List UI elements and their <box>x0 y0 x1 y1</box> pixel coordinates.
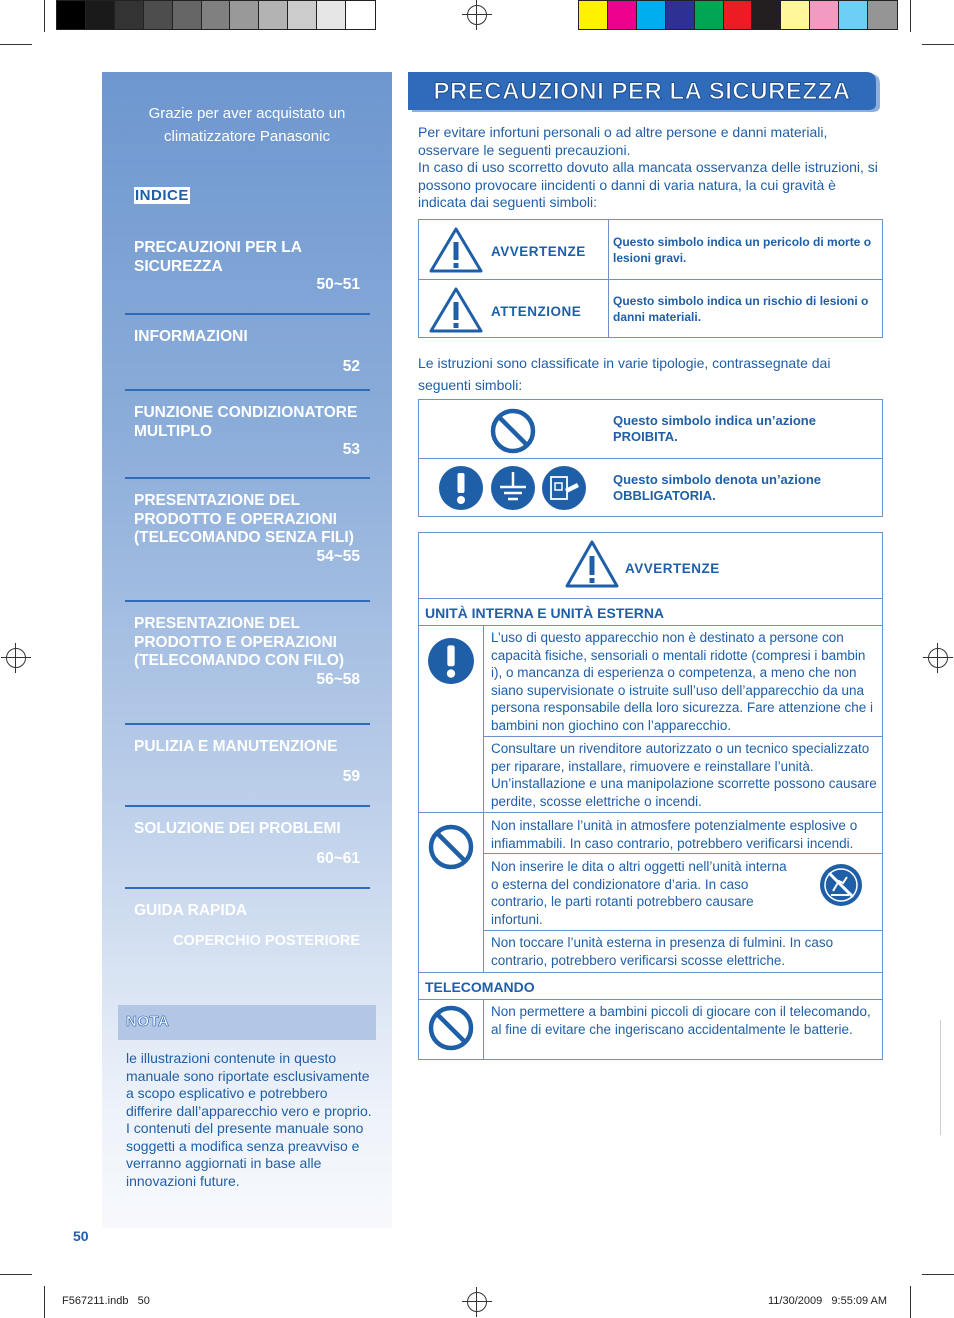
toc-page: 59 <box>342 767 360 785</box>
toc-item[interactable] <box>134 492 360 566</box>
thanks-line: climatizzatore Panasonic <box>164 128 330 145</box>
severity-label: ATTENZIONE <box>491 304 582 319</box>
crop-mark <box>922 44 954 45</box>
row-border <box>483 853 882 854</box>
footer-timestamp: 11/30/2009 9:55:09 AM <box>768 1295 888 1307</box>
toc-item[interactable] <box>134 328 360 376</box>
toc-label: PRESENTAZIONE DEL PRODOTTO E OPERAZIONI (TELECOMANDO SENZA FILI) <box>134 492 354 546</box>
column-divider <box>483 1000 484 1060</box>
rule-text: Non toccare l’unità esterna in presenza di fulmini. In caso contrario, potrebbero verificarsi scosse elettriche. <box>491 935 834 968</box>
symbol-desc <box>613 472 873 504</box>
mandatory-icon <box>438 465 484 511</box>
toc-page: 60~61 <box>316 849 360 867</box>
crop-mark <box>44 0 45 32</box>
severity-row <box>419 220 882 279</box>
symbol-desc-line: Questo simbolo denota un’azione <box>613 472 822 487</box>
crop-mark <box>44 1286 45 1318</box>
toc-label: INFORMAZIONI <box>134 328 248 345</box>
severity-row <box>419 279 882 338</box>
thanks-line: Grazie per aver acquistato un <box>148 105 346 122</box>
ground-icon <box>490 465 536 511</box>
divider <box>125 477 370 479</box>
warning-triangle-icon <box>428 286 484 334</box>
registration-mark <box>6 648 26 668</box>
toc-page: COPERCHIO POSTERIORE <box>173 932 360 949</box>
warnings-header-label: AVVERTENZE <box>625 561 720 576</box>
row-border <box>483 736 882 737</box>
nota-text: le illustrazioni contenute in questo manuale sono riportate esclusivamente a scopo esplicativo e potrebbero differire dall’apparecchio vero e proprio. I contenuti del presente manuale sono soggetti a modifica senza preavviso e verranno aggiornati in base alle innovazioni future. <box>126 1050 372 1189</box>
toc-label: PRESENTAZIONE DEL PRODOTTO E OPERAZIONI (TELECOMANDO CON FILO) <box>134 615 345 669</box>
registration-mark <box>467 5 487 25</box>
toc-item[interactable] <box>134 239 360 295</box>
section-title: TELECOMANDO <box>425 979 535 995</box>
divider <box>125 389 370 391</box>
unplug-icon <box>541 465 587 511</box>
prohibited-icon <box>427 823 475 871</box>
toc-label: SOLUZIONE DEI PROBLEMI <box>134 820 341 837</box>
severity-label: AVVERTENZE <box>491 244 586 259</box>
toc-item[interactable] <box>134 738 360 786</box>
toc-label: GUIDA RAPIDA <box>134 902 248 919</box>
severity-desc: Questo simbolo indica un rischio di lesioni o danni materiali. <box>613 294 869 324</box>
section-row <box>419 598 882 625</box>
rule-text: Non inserire le dita o altri oggetti nell’unità interna o esterna del condizionatore d’aria. In caso contrario, le parti rotanti potrebbero causare infortuni. <box>491 859 787 927</box>
crop-mark <box>910 1286 911 1318</box>
toc-label: PRECAUZIONI PER LA SICUREZZA <box>134 239 302 275</box>
intro-paragraph: In caso di uso scorretto dovuto alla mancata osservanza delle istruzioni, si possono provocare iincidenti o danni di varia natura, la cui gravità è indicata dai seguenti simboli: <box>418 159 878 210</box>
crop-mark <box>0 1274 32 1275</box>
registration-mark <box>928 648 948 668</box>
toc-page: 56~58 <box>316 670 360 688</box>
rule-text: Consultare un rivenditore autorizzato o un tecnico specializzato per riparare, installare, rimuovere e reinstallare l’unità. Un’installazione e una manipolazione scorrette possono causare perdite, scosse elettriche o incendi. <box>491 741 877 809</box>
mandatory-icon <box>427 637 475 685</box>
classified-text: Le istruzioni sono classificate in varie tipologie, contrassegnate dai seguenti simboli: <box>418 355 831 393</box>
warning-triangle-icon <box>564 539 620 589</box>
divider <box>125 887 370 889</box>
index-label: INDICE <box>135 187 189 204</box>
intro-paragraph: Per evitare infortuni personali o ad altre persone e danni materiali, osservare le seguenti precauzioni. <box>418 124 828 158</box>
toc-item[interactable] <box>134 615 360 689</box>
nota-header <box>118 1005 376 1040</box>
symbol-desc-line: Questo simbolo indica un’azione <box>613 413 816 428</box>
symbols-table <box>418 399 883 517</box>
column-divider <box>608 220 609 337</box>
registration-mark <box>467 1292 487 1312</box>
rule-text: Non permettere a bambini piccoli di giocare con il telecomando, al fine di evitare che ingeriscano accidentalmente le batterie. <box>491 1004 871 1037</box>
rule-text: L’uso di questo apparecchio non è destinato a persone con capacità fisiche, sensoriali o mentali ridotte (compresi i bambin i), o mancanza di esperienza o competenza, a meno che non siano supervisionate o istruite sull’uso dell’apparecchio da una persona responsabile della loro sicurezza. Fare attenzione che i bambini non giochino con l’apparecchio. <box>491 630 873 733</box>
crop-mark <box>0 44 32 45</box>
severity-desc: Questo simbolo indica un pericolo di morte o lesioni gravi. <box>613 235 872 265</box>
rule-text: Non installare l’unità in atmosfere potenzialmente esplosive o infiammabili. In caso contrario, potrebbero verificarsi incendi. <box>491 818 858 851</box>
section-title: UNITÀ INTERNA E UNITÀ ESTERNA <box>425 605 665 621</box>
divider <box>125 805 370 807</box>
no-fingers-fan-icon <box>817 861 865 909</box>
symbol-desc-line: PROIBITA. <box>613 429 678 444</box>
sidebar <box>102 72 392 1228</box>
divider <box>125 313 370 315</box>
page-title: PRECAUZIONI PER LA SICUREZZA <box>433 78 851 105</box>
grayscale-bar <box>56 0 376 30</box>
warnings-table <box>418 532 883 1060</box>
toc-label: PULIZIA E MANUTENZIONE <box>134 738 338 755</box>
row-border <box>419 625 882 626</box>
divider <box>125 600 370 602</box>
column-divider <box>483 625 484 973</box>
symbol-row <box>419 458 882 459</box>
toc-item[interactable] <box>134 404 360 460</box>
symbol-desc <box>613 413 873 445</box>
prohibited-icon <box>489 407 537 455</box>
footer-file: F567211.indb 50 <box>62 1295 150 1307</box>
toc-page: 52 <box>342 357 360 375</box>
row-border <box>419 812 882 813</box>
toc-page: 54~55 <box>316 547 360 565</box>
row-border <box>483 930 882 931</box>
margin-line <box>940 1020 941 1135</box>
severity-table <box>418 219 883 338</box>
section-row <box>419 972 882 1000</box>
crop-mark <box>922 1274 954 1275</box>
crop-mark <box>910 0 911 32</box>
toc-item[interactable] <box>134 820 360 868</box>
prohibited-icon <box>427 1004 475 1052</box>
warning-triangle-icon <box>428 226 484 274</box>
divider <box>125 723 370 725</box>
nota-label: NOTA <box>126 1013 170 1030</box>
row-border <box>419 999 882 1000</box>
toc-label: FUNZIONE CONDIZIONATORE MULTIPLO <box>134 404 358 440</box>
toc-page: 50~51 <box>316 276 360 293</box>
title-banner <box>408 72 880 114</box>
color-bar <box>578 0 898 30</box>
toc-page: 53 <box>342 441 360 458</box>
toc-item[interactable] <box>134 902 360 950</box>
thanks-text <box>102 102 392 148</box>
symbol-desc-line: OBBLIGATORIA. <box>613 488 716 503</box>
page-number: 50 <box>73 1228 89 1244</box>
